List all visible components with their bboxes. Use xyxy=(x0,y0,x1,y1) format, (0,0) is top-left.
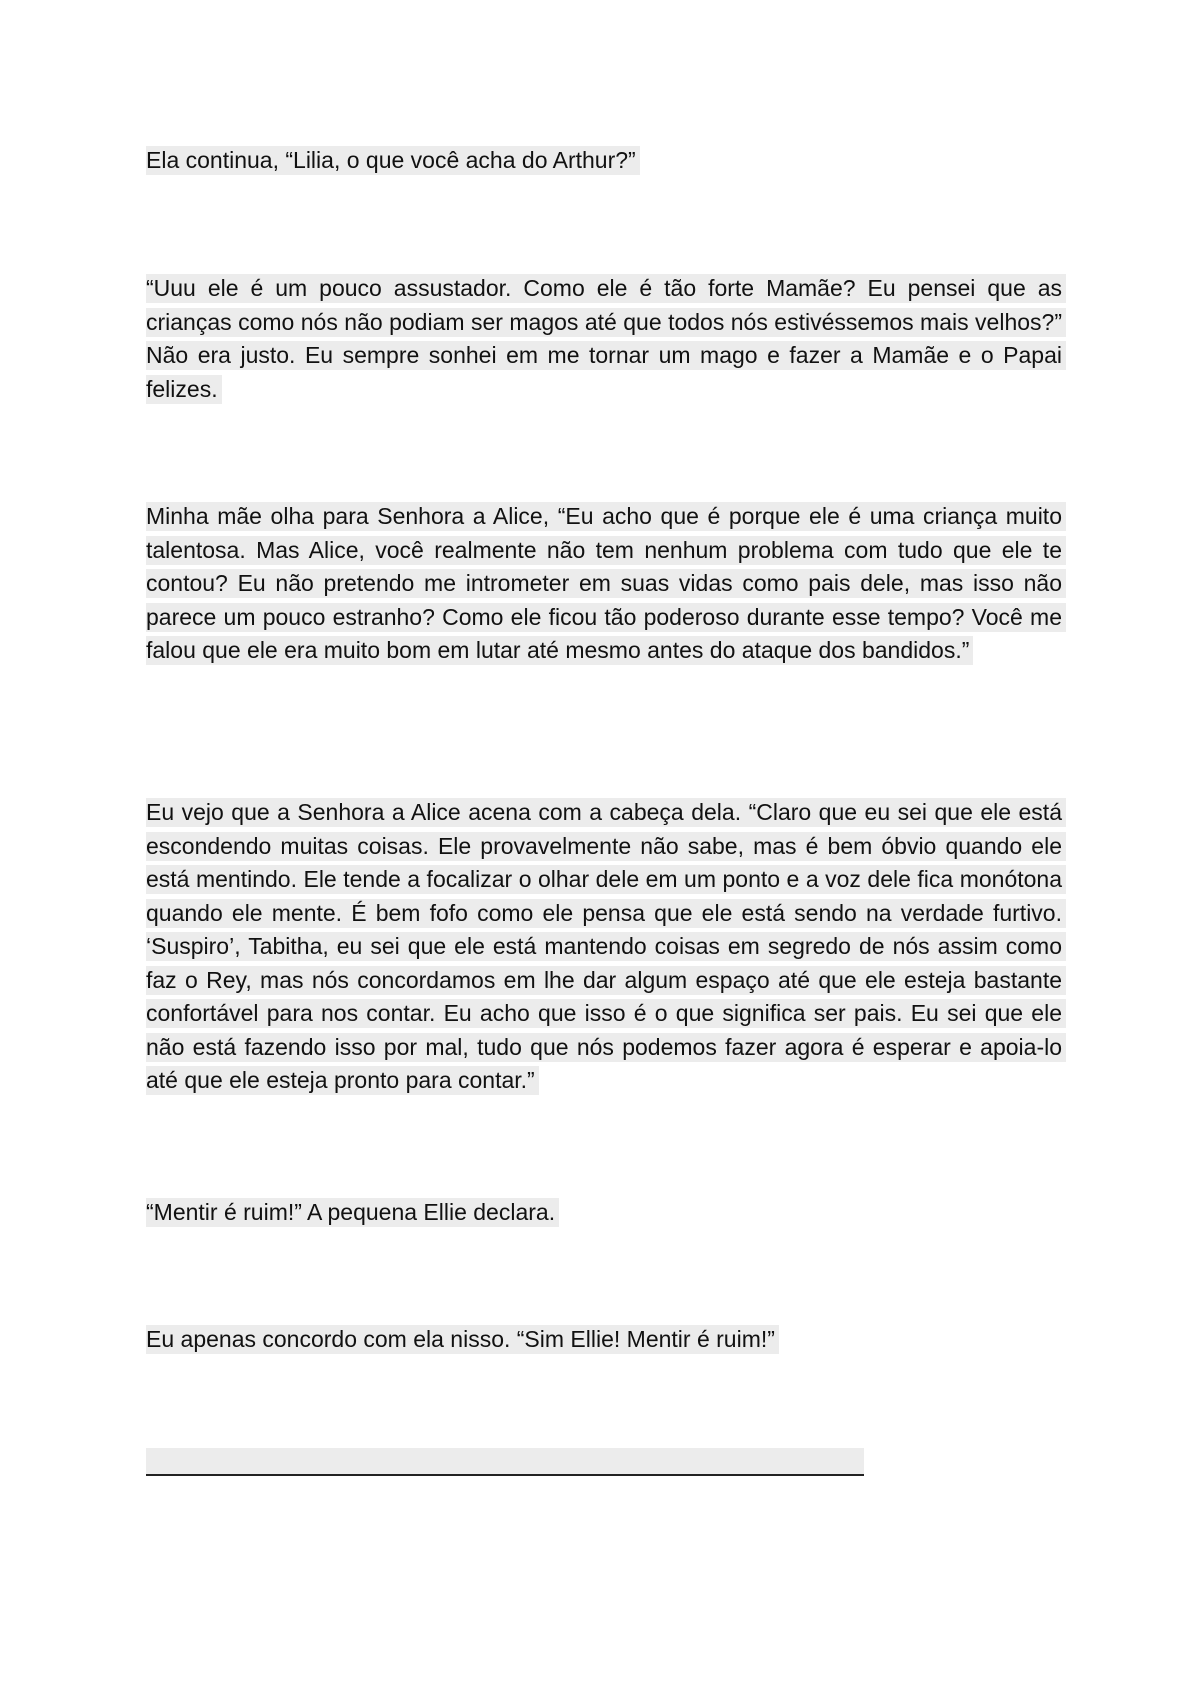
paragraph-1 xyxy=(146,144,1066,178)
separator-line xyxy=(146,1474,864,1476)
paragraph-1-text: Ela continua, “Lilia, o que você acha do Arthur?” xyxy=(146,146,640,175)
paragraph-6-text: Eu apenas concordo com ela nisso. “Sim Ellie! Mentir é ruim!” xyxy=(146,1325,779,1354)
paragraph-4 xyxy=(146,796,1066,1098)
paragraph-2-text: “Uuu ele é um pouco assustador. Como ele é tão forte Mamãe? Eu pensei que as crianças como nós não podiam ser magos até que todos nós estivéssemos mais velhos?” Não era justo. Eu sempre sonhei em me tornar um mago e fazer a Mamãe e o Papai felizes. xyxy=(146,274,1066,404)
separator-highlight xyxy=(146,1448,864,1474)
paragraph-6 xyxy=(146,1323,1066,1357)
paragraph-5 xyxy=(146,1196,1066,1230)
paragraph-2 xyxy=(146,272,1066,406)
paragraph-5-text: “Mentir é ruim!” A pequena Ellie declara. xyxy=(146,1198,559,1227)
paragraph-3-text: Minha mãe olha para Senhora a Alice, “Eu acho que é porque ele é uma criança muito talentosa. Mas Alice, você realmente não tem nenhum problema com tudo que ele te contou? Eu não pretendo me intrometer em suas vidas como pais dele, mas isso não parece um pouco estranho? Como ele ficou tão poderoso durante esse tempo? Você me falou que ele era muito bom em lutar até mesmo antes do ataque dos bandidos.” xyxy=(146,502,1066,665)
paragraph-4-text: Eu vejo que a Senhora a Alice acena com a cabeça dela. “Claro que eu sei que ele está escondendo muitas coisas. Ele provavelmente não sabe, mas é bem óbvio quando ele está mentindo. Ele tende a focalizar o olhar dele em um ponto e a voz dele fica monótona quando ele mente. É bem fofo como ele pensa que ele está sendo na verdade furtivo. ‘Suspiro’, Tabitha, eu sei que ele está mantendo coisas em segredo de nós assim como faz o Rey, mas nós concordamos em lhe dar algum espaço até que ele esteja bastante confortável para nos contar. Eu acho que isso é o que significa ser pais. Eu sei que ele não está fazendo isso por mal, tudo que nós podemos fazer agora é esperar e apoia-lo até que ele esteja pronto para contar.” xyxy=(146,798,1066,1095)
paragraph-3 xyxy=(146,500,1066,668)
